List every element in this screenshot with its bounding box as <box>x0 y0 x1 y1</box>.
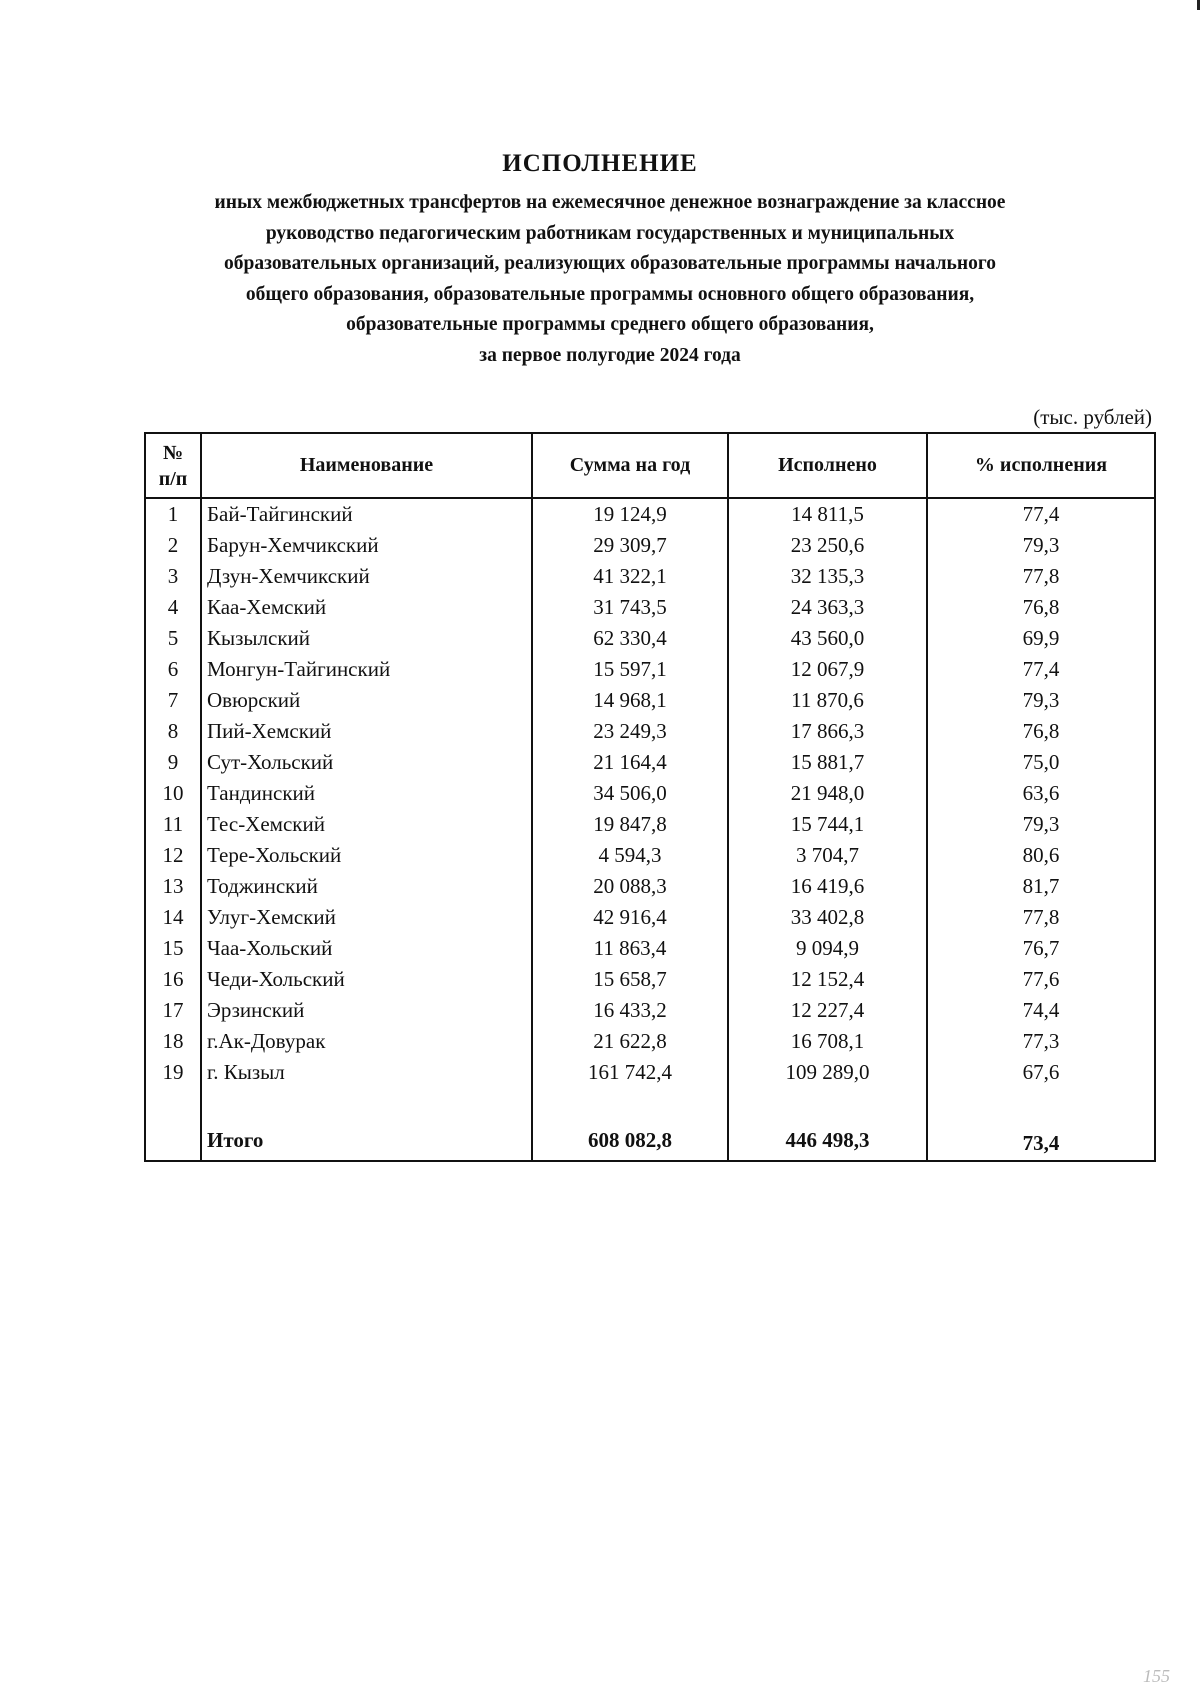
row-percent: 67,6 <box>927 1057 1155 1088</box>
header-sum: Сумма на год <box>532 433 728 498</box>
table-row <box>145 809 1155 840</box>
row-name: Тере-Хольский <box>201 840 532 871</box>
page-number-mark: 155 <box>1143 1666 1170 1686</box>
header-number-line: № <box>162 441 184 464</box>
total-percent: 73,4 <box>927 1121 1155 1161</box>
row-number: 16 <box>145 964 201 995</box>
row-done: 9 094,9 <box>728 933 927 964</box>
row-number: 5 <box>145 623 201 654</box>
row-sum: 31 743,5 <box>532 592 728 623</box>
row-done: 14 811,5 <box>728 498 927 530</box>
subtitle-line: общего образования, образовательные программы основного общего образования, <box>245 283 975 305</box>
row-name: Кызылский <box>201 623 532 654</box>
row-percent: 77,8 <box>927 902 1155 933</box>
row-number: 1 <box>145 498 201 530</box>
table-row <box>145 498 1155 530</box>
row-name: Монгун-Тайгинский <box>201 654 532 685</box>
table-body <box>145 498 1155 1161</box>
subtitle-line: образовательные программы среднего общего образования, <box>346 314 874 335</box>
row-percent: 63,6 <box>927 778 1155 809</box>
row-number: 2 <box>145 530 201 561</box>
table-row <box>145 840 1155 871</box>
row-name: Дзун-Хемчикский <box>201 561 532 592</box>
row-done: 16 708,1 <box>728 1026 927 1057</box>
row-name: Пий-Хемский <box>201 716 532 747</box>
row-sum: 21 164,4 <box>532 747 728 778</box>
row-done: 11 870,6 <box>728 685 927 716</box>
row-name: Бай-Тайгинский <box>201 498 532 530</box>
row-number: 10 <box>145 778 201 809</box>
row-sum: 16 433,2 <box>532 995 728 1026</box>
header-percent: % исполнения <box>927 433 1155 498</box>
row-sum: 4 594,3 <box>532 840 728 871</box>
row-done: 21 948,0 <box>728 778 927 809</box>
table-row <box>145 778 1155 809</box>
total-num-cell <box>145 1121 201 1161</box>
row-name: Эрзинский <box>201 995 532 1026</box>
row-done: 15 744,1 <box>728 809 927 840</box>
row-done: 24 363,3 <box>728 592 927 623</box>
subtitle-line: за первое полугодие 2024 года <box>479 344 741 366</box>
row-number: 9 <box>145 747 201 778</box>
row-percent: 79,3 <box>927 809 1155 840</box>
row-number: 15 <box>145 933 201 964</box>
row-number: 6 <box>145 654 201 685</box>
header-done: Исполнено <box>728 433 927 498</box>
row-number: 12 <box>145 840 201 871</box>
row-sum: 23 249,3 <box>532 716 728 747</box>
row-sum: 14 968,1 <box>532 685 728 716</box>
row-percent: 76,7 <box>927 933 1155 964</box>
row-name: Чаа-Хольский <box>201 933 532 964</box>
row-percent: 77,4 <box>927 498 1155 530</box>
row-percent: 77,6 <box>927 964 1155 995</box>
row-done: 3 704,7 <box>728 840 927 871</box>
subtitle-line: иных межбюджетных трансфертов на ежемесячное денежное вознаграждение за классное <box>214 192 1006 213</box>
row-name: Каа-Хемский <box>201 592 532 623</box>
execution-table <box>144 432 1156 1162</box>
row-number: 4 <box>145 592 201 623</box>
row-done: 12 227,4 <box>728 995 927 1026</box>
header-number <box>145 433 201 498</box>
row-sum: 62 330,4 <box>532 623 728 654</box>
row-name: Сут-Хольский <box>201 747 532 778</box>
table-header-row <box>145 433 1155 498</box>
row-number: 14 <box>145 902 201 933</box>
table-row <box>145 1026 1155 1057</box>
spacer-cell <box>532 1088 728 1121</box>
table-row <box>145 530 1155 561</box>
row-done: 12 152,4 <box>728 964 927 995</box>
subtitle-line: образовательных организаций, реализующих образовательные программы начального <box>224 253 996 274</box>
row-percent: 69,9 <box>927 623 1155 654</box>
row-name: г. Кызыл <box>201 1057 532 1088</box>
row-name: Тес-Хемский <box>201 809 532 840</box>
total-row <box>145 1121 1155 1161</box>
row-done: 109 289,0 <box>728 1057 927 1088</box>
row-number: 18 <box>145 1026 201 1057</box>
row-number: 8 <box>145 716 201 747</box>
row-number: 19 <box>145 1057 201 1088</box>
page-title: ИСПОЛНЕНИЕ <box>502 150 698 177</box>
row-sum: 41 322,1 <box>532 561 728 592</box>
header-name: Наименование <box>201 433 532 498</box>
row-done: 23 250,6 <box>728 530 927 561</box>
row-number: 13 <box>145 871 201 902</box>
total-label: Итого <box>201 1121 532 1161</box>
row-percent: 80,6 <box>927 840 1155 871</box>
total-sum: 608 082,8 <box>532 1121 728 1161</box>
table-row <box>145 933 1155 964</box>
row-percent: 77,4 <box>927 654 1155 685</box>
row-percent: 77,3 <box>927 1026 1155 1057</box>
spacer-cell <box>728 1088 927 1121</box>
row-sum: 34 506,0 <box>532 778 728 809</box>
row-percent: 77,8 <box>927 561 1155 592</box>
row-sum: 15 658,7 <box>532 964 728 995</box>
row-name: Барун-Хемчикский <box>201 530 532 561</box>
document-subtitle <box>110 188 1110 371</box>
table-row <box>145 747 1155 778</box>
table-row <box>145 871 1155 902</box>
row-name: Овюрский <box>201 685 532 716</box>
row-sum: 20 088,3 <box>532 871 728 902</box>
header-number-line: п/п <box>158 467 188 490</box>
row-number: 11 <box>145 809 201 840</box>
row-sum: 19 847,8 <box>532 809 728 840</box>
row-sum: 42 916,4 <box>532 902 728 933</box>
row-sum: 15 597,1 <box>532 654 728 685</box>
row-percent: 79,3 <box>927 685 1155 716</box>
row-number: 17 <box>145 995 201 1026</box>
row-sum: 21 622,8 <box>532 1026 728 1057</box>
row-name: Тандинский <box>201 778 532 809</box>
row-done: 33 402,8 <box>728 902 927 933</box>
table-row <box>145 716 1155 747</box>
row-name: г.Ак-Довурак <box>201 1026 532 1057</box>
spacer-row <box>145 1088 1155 1121</box>
row-done: 15 881,7 <box>728 747 927 778</box>
table-row <box>145 964 1155 995</box>
row-percent: 76,8 <box>927 716 1155 747</box>
row-percent: 81,7 <box>927 871 1155 902</box>
row-name: Чеди-Хольский <box>201 964 532 995</box>
row-name: Тоджинский <box>201 871 532 902</box>
row-sum: 11 863,4 <box>532 933 728 964</box>
table-row <box>145 1057 1155 1088</box>
total-done: 446 498,3 <box>728 1121 927 1161</box>
row-percent: 75,0 <box>927 747 1155 778</box>
row-done: 12 067,9 <box>728 654 927 685</box>
table-row <box>145 592 1155 623</box>
row-sum: 29 309,7 <box>532 530 728 561</box>
table-row <box>145 902 1155 933</box>
row-done: 43 560,0 <box>728 623 927 654</box>
row-done: 16 419,6 <box>728 871 927 902</box>
row-percent: 79,3 <box>927 530 1155 561</box>
table-row <box>145 685 1155 716</box>
row-done: 17 866,3 <box>728 716 927 747</box>
row-percent: 76,8 <box>927 592 1155 623</box>
table-row <box>145 995 1155 1026</box>
spacer-cell <box>201 1088 532 1121</box>
row-done: 32 135,3 <box>728 561 927 592</box>
row-sum: 19 124,9 <box>532 498 728 530</box>
spacer-cell <box>145 1088 201 1121</box>
table-row <box>145 654 1155 685</box>
subtitle-line: руководство педагогическим работникам государственных и муниципальных <box>265 222 955 244</box>
spacer-cell <box>927 1088 1155 1121</box>
table-row <box>145 623 1155 654</box>
row-percent: 74,4 <box>927 995 1155 1026</box>
row-number: 3 <box>145 561 201 592</box>
row-name: Улуг-Хемский <box>201 902 532 933</box>
row-sum: 161 742,4 <box>532 1057 728 1088</box>
units-label: (тыс. рублей) <box>1033 405 1152 429</box>
row-number: 7 <box>145 685 201 716</box>
table-row <box>145 561 1155 592</box>
